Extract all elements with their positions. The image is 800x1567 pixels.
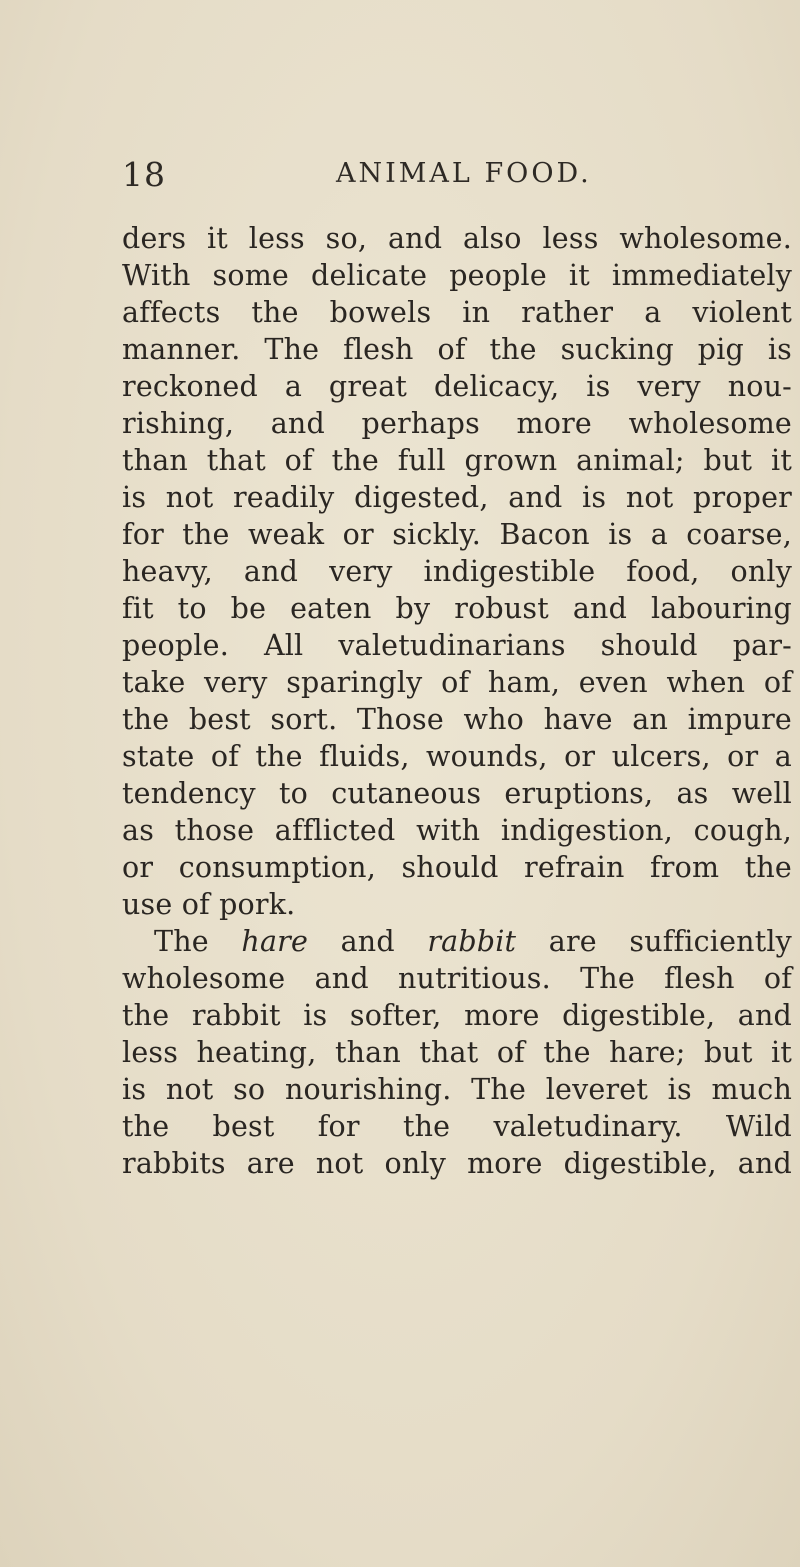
text-run: The <box>154 925 242 958</box>
text-line: manner. The flesh of the sucking pig is <box>122 333 792 366</box>
text-line: ders it less so, and also less wholesome. <box>122 222 792 255</box>
text-line: rabbits are not only more digestible, and <box>122 1147 792 1180</box>
page-header <box>122 155 742 195</box>
text-line: wholesome and nutritious. The flesh of <box>122 962 792 995</box>
text-line: people. All valetudinarians should par- <box>122 629 792 662</box>
text-line: than that of the full grown animal; but it <box>122 444 792 477</box>
text-line: take very sparingly of ham, even when of <box>122 666 792 699</box>
text-line: reckoned a great delicacy, is very nou- <box>122 370 792 403</box>
page-number: 18 <box>122 155 166 194</box>
text-run: are sufficiently <box>516 925 792 958</box>
text-line: as those afflicted with indigestion, cough, <box>122 814 792 847</box>
text-line: the best for the valetudinary. Wild <box>122 1110 792 1143</box>
running-head: ANIMAL FOOD. <box>336 158 592 189</box>
italic-word-hare: hare <box>241 925 309 958</box>
text-line: state of the fluids, wounds, or ulcers, or a <box>122 740 792 773</box>
text-line: fit to be eaten by robust and labouring <box>122 592 792 625</box>
text-run: and <box>308 925 428 958</box>
paragraph-first-line <box>122 923 792 960</box>
text-line: for the weak or sickly. Bacon is a coarse, <box>122 518 792 551</box>
text-line: the rabbit is softer, more digestible, and <box>122 999 792 1032</box>
text-line: With some delicate people it immediately <box>122 259 792 292</box>
italic-word-rabbit: rabbit <box>427 925 517 958</box>
text-line: or consumption, should refrain from the <box>122 851 792 884</box>
text-line: is not so nourishing. The leveret is much <box>122 1073 792 1106</box>
text-line: less heating, than that of the hare; but it <box>122 1036 792 1069</box>
text-line: tendency to cutaneous eruptions, as well <box>122 777 792 810</box>
text-line: heavy, and very indigestible food, only <box>122 555 792 588</box>
text-line: is not readily digested, and is not proper <box>122 481 792 514</box>
text-line: use of pork. <box>122 888 296 921</box>
text-line: affects the bowels in rather a violent <box>122 296 792 329</box>
text-line: rishing, and perhaps more wholesome <box>122 407 792 440</box>
text-line: the best sort. Those who have an impure <box>122 703 792 736</box>
body-text <box>122 220 792 1182</box>
